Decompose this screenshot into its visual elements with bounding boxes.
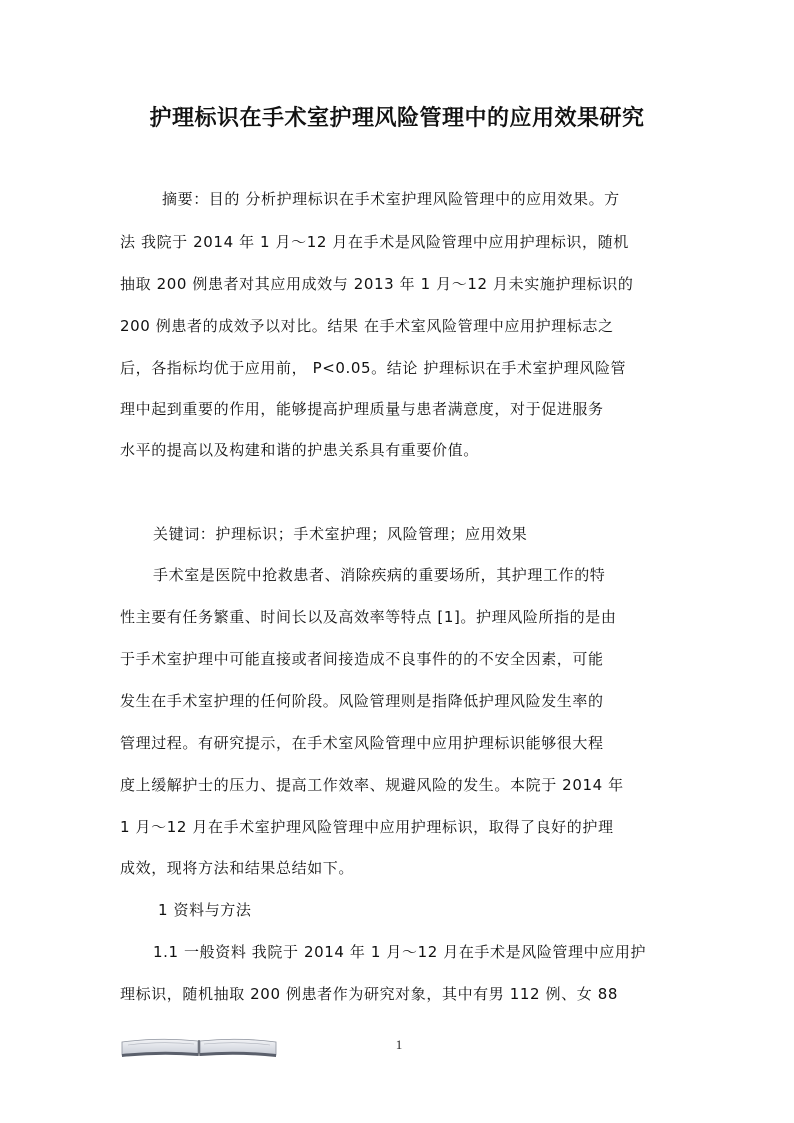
intro-line: 性主要有任务繁重、时间长以及高效率等特点 [1]。护理风险所指的是由 <box>120 608 617 626</box>
document-title: 护理标识在手术室护理风险管理中的应用效果研究 <box>149 106 645 131</box>
abstract-line: 200 例患者的成效予以对比。结果 在手术室风险管理中应用护理标志之 <box>120 317 614 335</box>
intro-line: 管理过程。有研究提示，在手术室风险管理中应用护理标识能够很大程 <box>120 734 604 752</box>
abstract-line: 理中起到重要的作用，能够提高护理质量与患者满意度，对于促进服务 <box>120 400 604 418</box>
open-book-image <box>120 1035 278 1057</box>
abstract-line: 摘要：目的 分析护理标识在手术室护理风险管理中的应用效果。方 <box>162 190 620 208</box>
abstract-line: 后，各指标均优于应用前， P<0.05。结论 护理标识在手术室护理风险管 <box>120 359 627 377</box>
intro-line: 度上缓解护士的压力、提高工作效率、规避风险的发生。本院于 2014 年 <box>120 776 624 794</box>
section-heading: 1 资料与方法 <box>158 901 252 919</box>
intro-line: 成效，现将方法和结果总结如下。 <box>120 859 355 877</box>
intro-line: 发生在手术室护理的任何阶段。风险管理则是指降低护理风险发生率的 <box>120 692 604 710</box>
general-data-line: 理标识，随机抽取 200 例患者作为研究对象，其中有男 112 例、女 88 <box>120 985 618 1003</box>
intro-line: 手术室是医院中抢救患者、消除疾病的重要场所，其护理工作的特 <box>153 566 606 584</box>
general-data-line: 1.1 一般资料 我院于 2014 年 1 月～12 月在手术是风险管理中应用护 <box>153 943 647 961</box>
intro-line: 于手术室护理中可能直接或者间接造成不良事件的的不安全因素，可能 <box>120 650 604 668</box>
abstract-line: 法 我院于 2014 年 1 月～12 月在手术是风险管理中应用护理标识，随机 <box>120 233 629 251</box>
abstract-line: 抽取 200 例患者对其应用成效与 2013 年 1 月～12 月未实施护理标识的 <box>120 275 634 293</box>
keywords-line: 关键词：护理标识；手术室护理；风险管理；应用效果 <box>153 525 528 543</box>
abstract-line: 水平的提高以及构建和谐的护患关系具有重要价值。 <box>120 441 479 459</box>
page-number: 1 <box>395 1037 403 1052</box>
intro-line: 1 月～12 月在手术室护理风险管理中应用护理标识，取得了良好的护理 <box>120 818 614 836</box>
